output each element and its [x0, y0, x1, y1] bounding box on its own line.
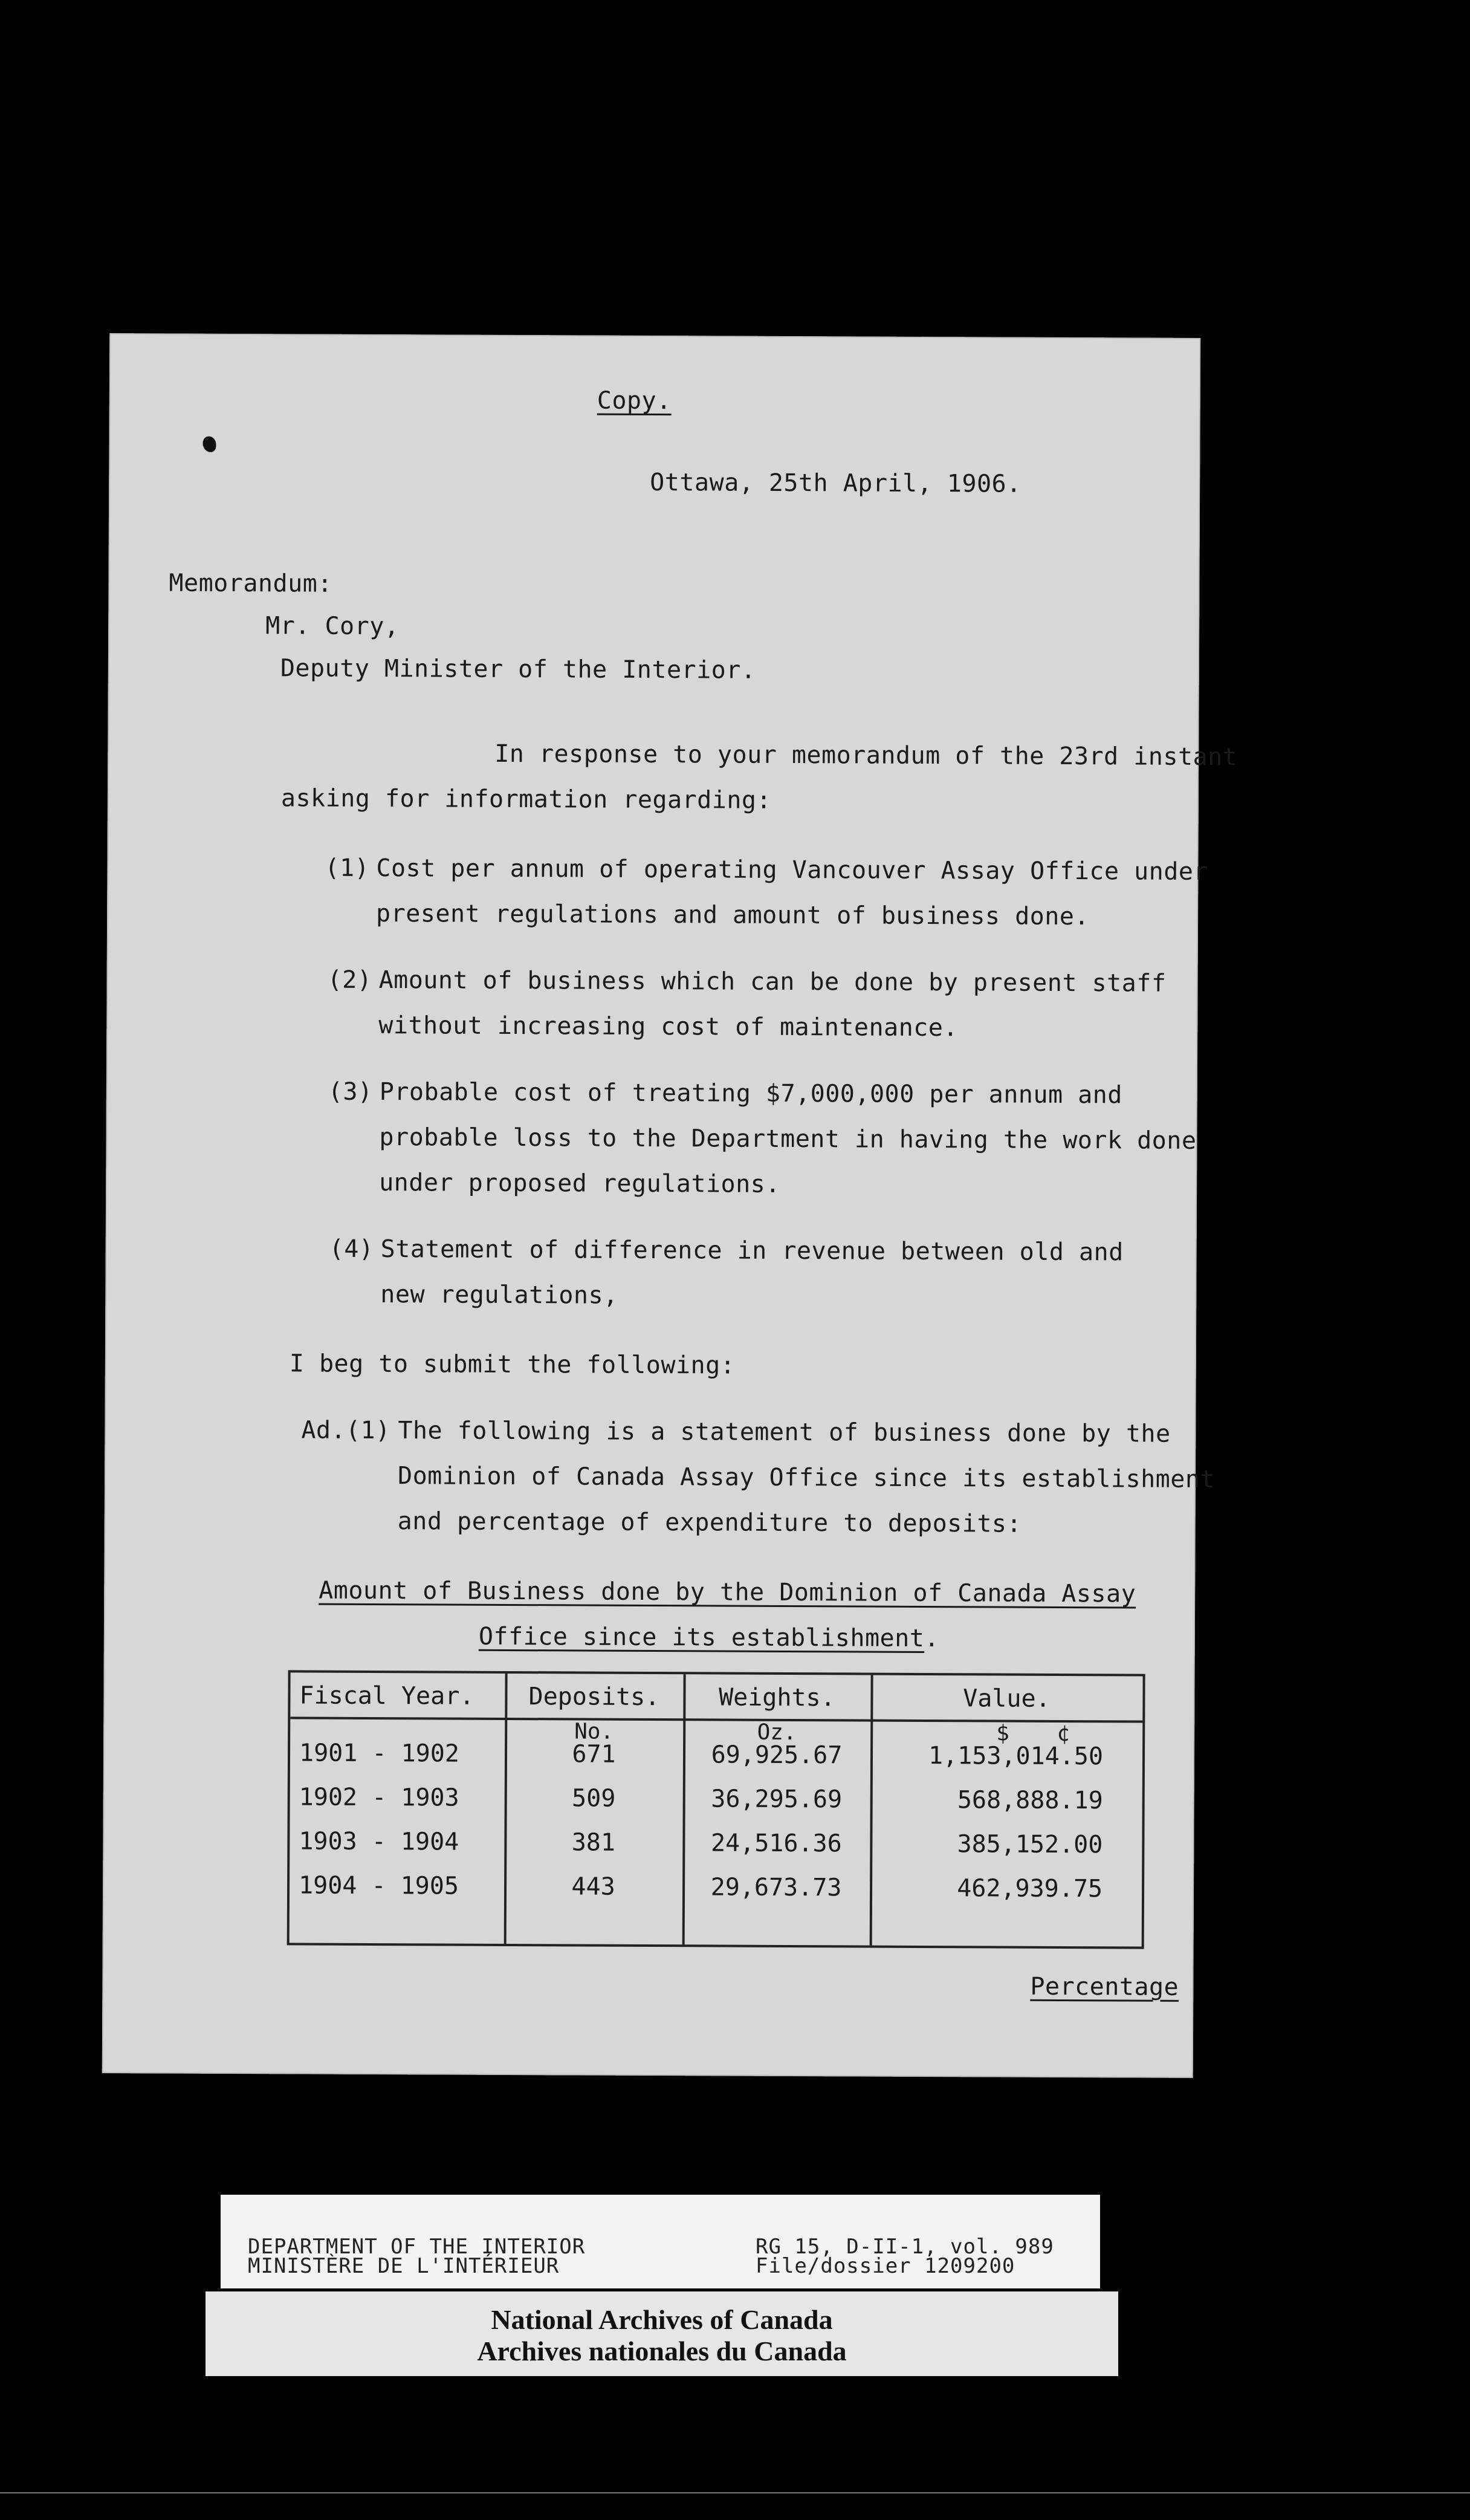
item-1-line-2: present regulations and amount of business done. — [376, 900, 1090, 931]
intro-line-1: In response to your memorandum of the 23rd instant — [494, 739, 1238, 771]
row-2-value: 568,888.19 — [957, 1786, 1103, 1815]
row-1-weights: 69,925.67 — [711, 1741, 843, 1770]
document-page — [102, 333, 1238, 2078]
item-4-line-1: Statement of difference in revenue between old and — [380, 1235, 1124, 1267]
item-3-line-2: probable loss to the Department in having the work done — [379, 1123, 1197, 1155]
item-3-number: (3) — [328, 1077, 373, 1106]
item-4-number: (4) — [329, 1235, 374, 1263]
row-2-deposits: 509 — [571, 1784, 616, 1813]
item-2-line-2: without increasing cost of maintenance. — [378, 1012, 959, 1042]
header-value: Value. — [963, 1684, 1051, 1713]
table-title-line-2-wrap — [479, 1623, 939, 1652]
ad-line-3: and percentage of expenditure to deposits: — [397, 1507, 1022, 1538]
national-archives-label — [206, 2291, 1118, 2376]
table-title-line-2: Office since its establishment — [478, 1622, 925, 1652]
unit-deposits: No. — [574, 1719, 614, 1744]
archive-file-number: File/dossier 1209200 — [756, 2254, 1015, 2278]
row-3-year: 1903 - 1904 — [299, 1827, 459, 1856]
ad-line-2: Dominion of Canada Assay Office since its establishment — [397, 1462, 1216, 1494]
item-3-line-3: under proposed regulations. — [379, 1169, 780, 1198]
header-weights: Weights. — [719, 1683, 835, 1712]
archives-english: National Archives of Canada — [491, 2304, 833, 2335]
row-2-year: 1902 - 1903 — [299, 1783, 459, 1812]
submit-line: I beg to submit the following: — [289, 1349, 736, 1380]
row-3-value: 385,152.00 — [957, 1830, 1103, 1859]
row-2-weights: 36,295.69 — [711, 1785, 843, 1814]
unit-weights: Oz. — [757, 1720, 797, 1745]
archives-french: Archives nationales du Canada — [477, 2336, 847, 2366]
row-4-deposits: 443 — [571, 1872, 615, 1901]
footer-word: Percentage — [1030, 1972, 1179, 2001]
recipient-name: Mr. Cory, — [265, 612, 400, 641]
dept-english: DEPARTMENT OF THE INTERIOR — [248, 2235, 586, 2259]
archive-reference-label — [221, 2195, 1100, 2288]
row-4-weights: 29,673.73 — [710, 1873, 842, 1902]
unit-dollars: $ — [996, 1721, 1009, 1746]
film-edge-line — [0, 2492, 1470, 2493]
row-4-year: 1904 - 1905 — [298, 1871, 459, 1900]
item-4-line-2: new regulations, — [380, 1281, 618, 1310]
ad-label: Ad.(1) — [301, 1416, 390, 1445]
row-3-weights: 24,516.36 — [710, 1829, 842, 1858]
ink-blot — [202, 437, 216, 452]
row-3-deposits: 381 — [571, 1828, 616, 1857]
heading: Copy. — [597, 386, 672, 415]
item-3-line-1: Probable cost of treating $7,000,000 per annum and — [379, 1078, 1123, 1109]
row-4-value: 462,939.75 — [957, 1874, 1103, 1903]
header-deposits: Deposits. — [528, 1683, 660, 1712]
item-1-line-1: Cost per annum of operating Vancouver Assay Office under — [376, 854, 1209, 886]
unit-cents: ¢ — [1057, 1721, 1070, 1747]
archive-reference: RG 15, D-II-1, vol. 989 — [756, 2235, 1054, 2259]
row-1-value: 1,153,014.50 — [928, 1742, 1104, 1771]
table-title-line-1: Amount of Business done by the Dominion of Canada Assay — [319, 1576, 1136, 1608]
intro-line-2: asking for information regarding: — [280, 784, 772, 814]
dept-french: MINISTÈRE DE L'INTÉRIEUR — [248, 2254, 560, 2278]
item-2-number: (2) — [327, 966, 372, 994]
table-title-period: . — [924, 1624, 940, 1653]
item-2-line-1: Amount of business which can be done by present staff — [378, 966, 1167, 998]
business-table — [287, 1670, 1145, 1949]
header-fiscal-year: Fiscal Year. — [299, 1681, 474, 1710]
item-1-number: (1) — [325, 854, 370, 882]
recipient-title: Deputy Minister of the Interior. — [280, 654, 756, 684]
row-1-deposits: 671 — [572, 1740, 616, 1768]
place-date: Ottawa, 25th April, 1906. — [650, 468, 1022, 498]
memo-label: Memorandum: — [169, 569, 332, 598]
ad-line-1: The following is a statement of business done by the — [398, 1417, 1171, 1448]
row-1-year: 1901 - 1902 — [299, 1739, 460, 1768]
